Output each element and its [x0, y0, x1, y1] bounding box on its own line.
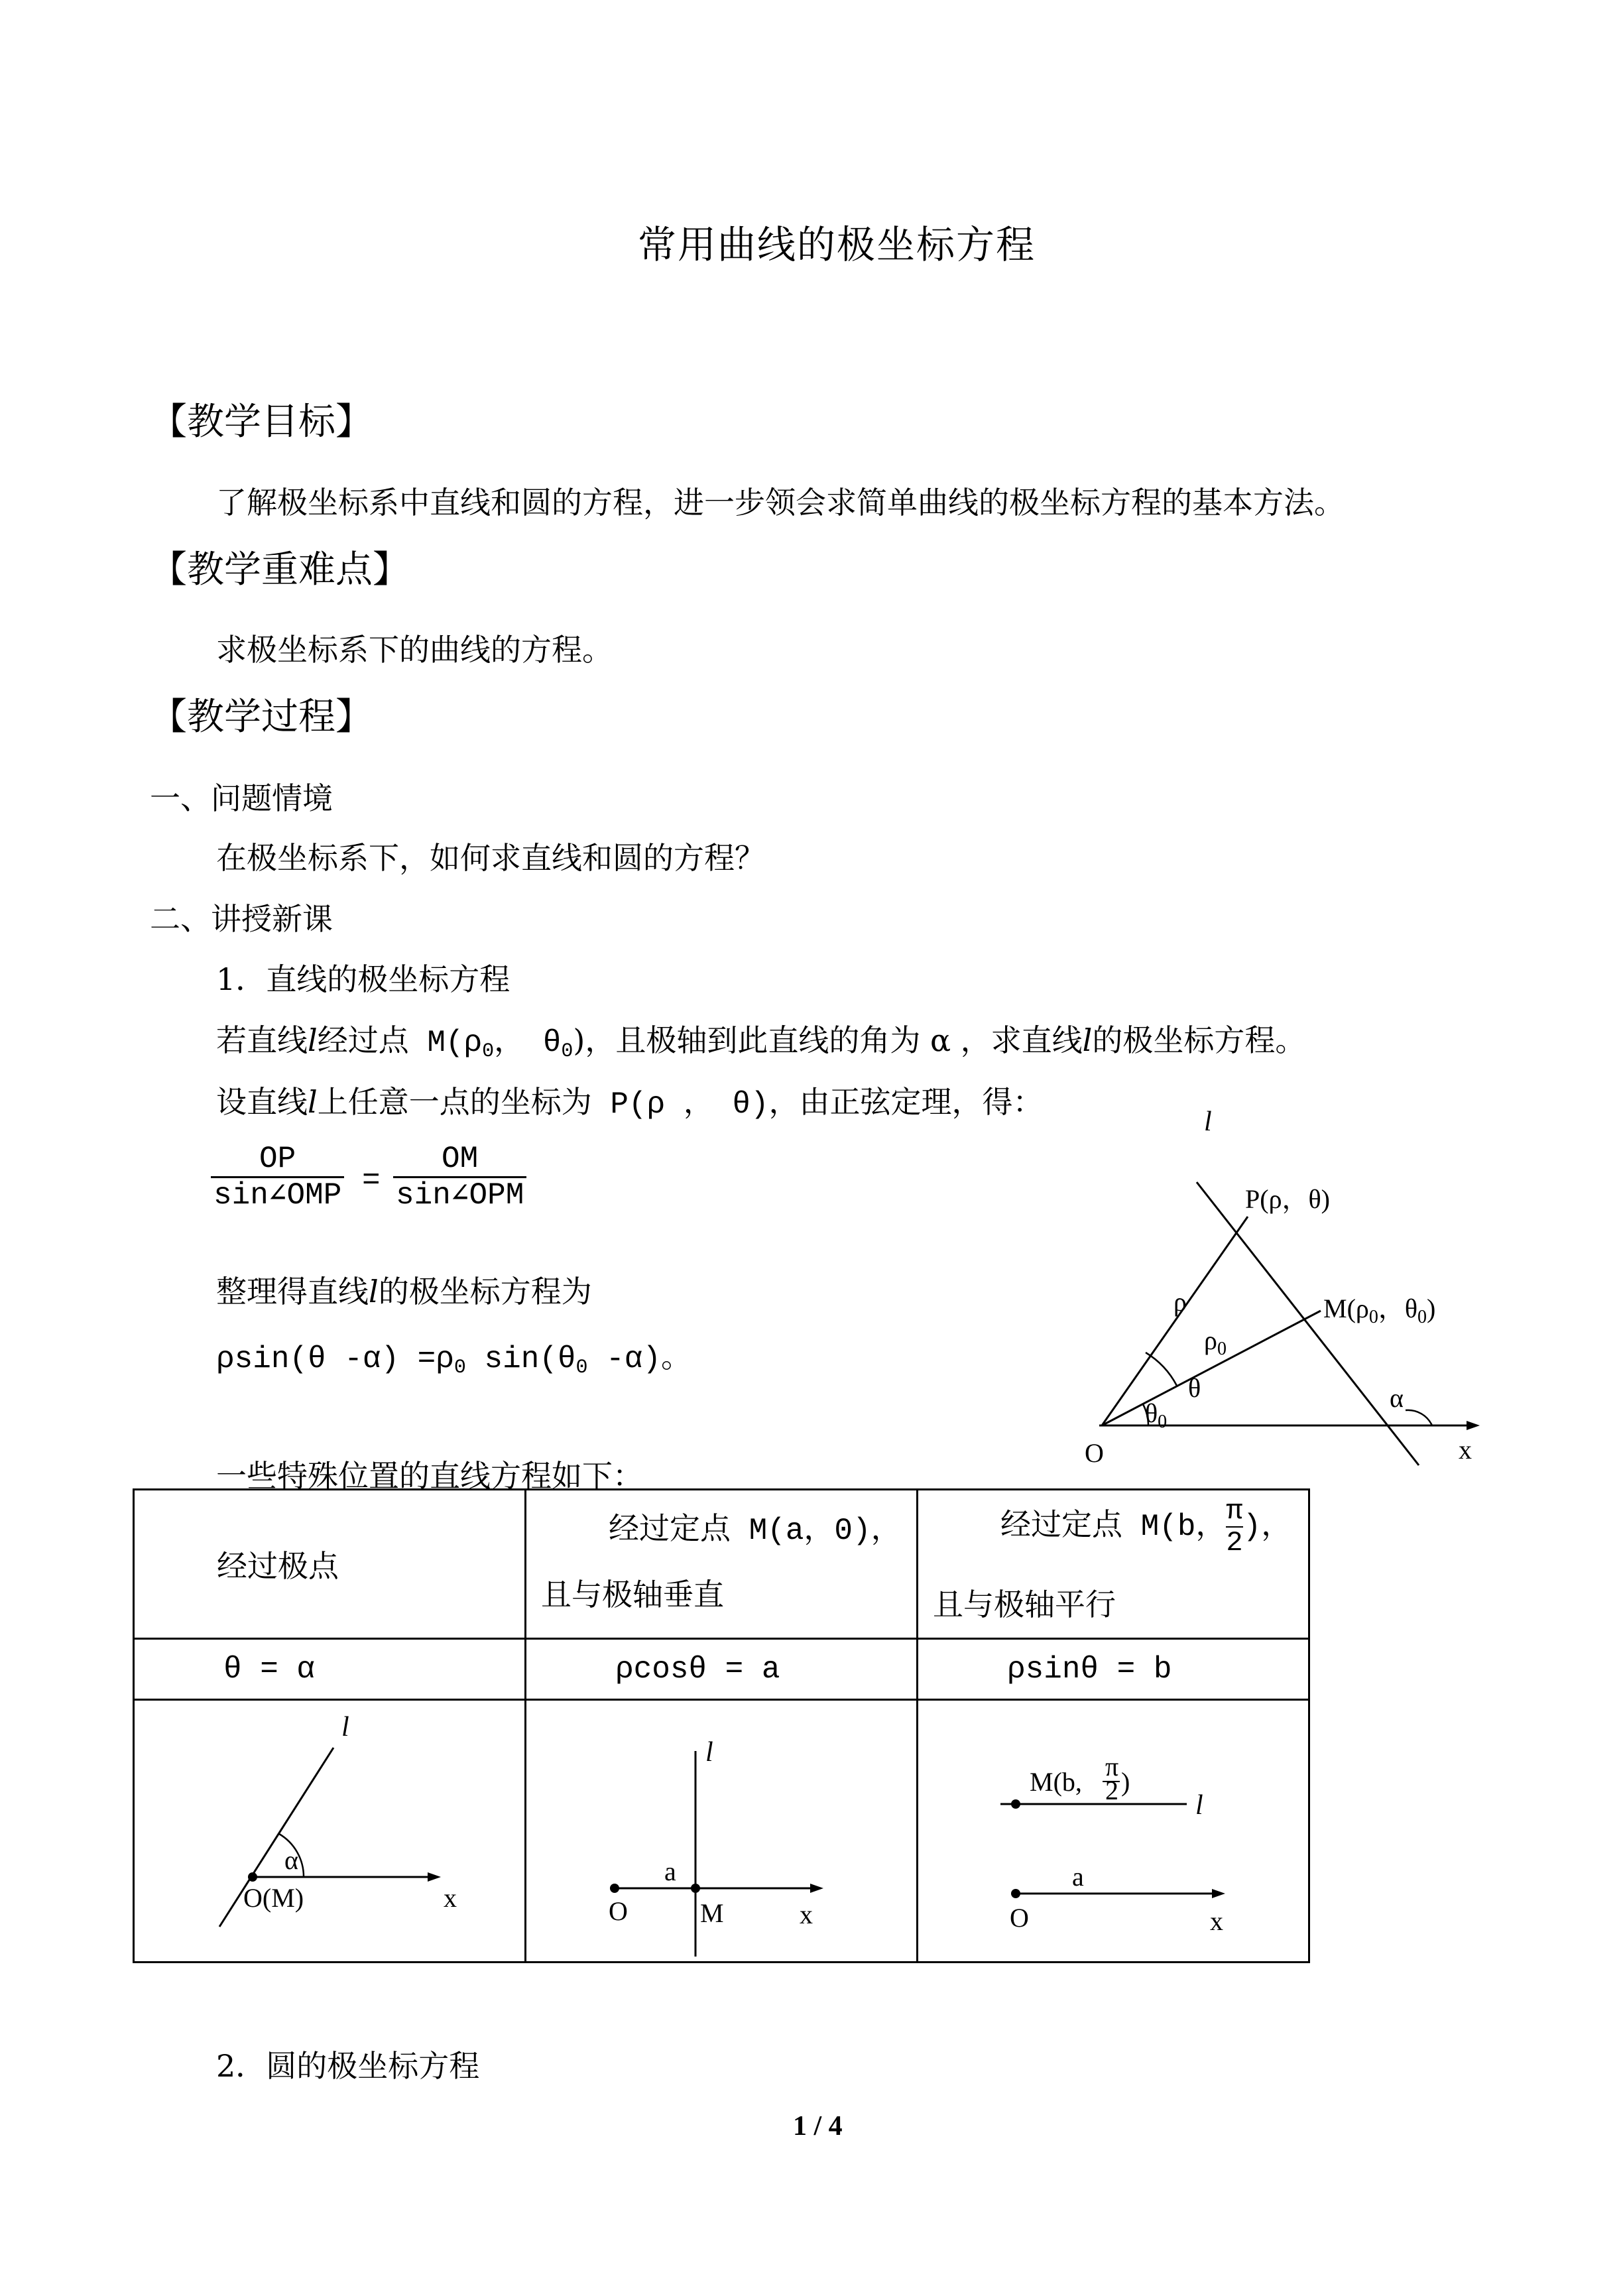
label-alpha: α	[1390, 1383, 1404, 1413]
line-l-symbol: l	[1082, 1022, 1093, 1058]
special-lines-table	[133, 1488, 1310, 1963]
equals-sign: =	[362, 1164, 381, 1198]
text-seg: 整理得直线	[216, 1274, 369, 1309]
header-perpendicular-a: 经过定点 M(a，0)，	[609, 1514, 902, 1548]
text-seg: 上任意一点的坐标为 P(ρ ， θ)，由正弦定理，得：	[317, 1087, 1044, 1122]
text-seg: 设直线	[216, 1084, 308, 1120]
point-m	[1011, 1799, 1020, 1809]
label-rho0	[1204, 1325, 1227, 1359]
label-m-text: M(ρ	[1323, 1294, 1369, 1323]
subscript: 0	[575, 1357, 588, 1379]
polar-line-diagram	[1074, 1097, 1512, 1482]
figure-parallel	[918, 1701, 1308, 1961]
text-seg: 经过点 M(ρ	[317, 1026, 483, 1060]
sub1-heading: 1．直线的极坐标方程	[216, 961, 511, 997]
page-number: 1 / 4	[793, 2111, 843, 2142]
subscript: 0	[1417, 1307, 1427, 1327]
label-two: 2	[1105, 1775, 1118, 1805]
key-text: 求极坐标系下的曲线的方程。	[216, 632, 613, 668]
label-l: l	[341, 1711, 349, 1742]
part1-heading: 一、问题情境	[150, 780, 333, 816]
pole-point	[1011, 1889, 1020, 1898]
table-row	[134, 1700, 1309, 1963]
pi-over-two	[1226, 1496, 1242, 1558]
table-cell	[918, 1700, 1309, 1963]
figure-through-pole	[135, 1701, 524, 1961]
key-heading: 【教学重难点】	[150, 548, 410, 591]
subscript: 0	[1158, 1412, 1168, 1432]
line-assumption-text	[216, 1078, 1044, 1122]
label-a: a	[1072, 1861, 1084, 1892]
header-perpendicular-b: 且与极轴垂直	[541, 1577, 724, 1612]
fraction-numerator: OM	[442, 1142, 479, 1176]
label-close: )	[1121, 1766, 1130, 1797]
table-cell	[918, 1490, 1309, 1639]
axis-arrow-icon	[428, 1872, 441, 1882]
text-seg: sin(θ	[465, 1342, 576, 1376]
part2-heading: 二、讲授新课	[150, 901, 333, 937]
goals-text: 了解极坐标系中直线和圆的方程，进一步领会求简单曲线的极坐标方程的基本方法。	[216, 485, 1345, 520]
label-l: l	[1204, 1107, 1212, 1137]
table-cell	[134, 1490, 526, 1639]
label-a: a	[664, 1856, 676, 1886]
subscript: 0	[482, 1040, 495, 1063]
fraction-op	[211, 1142, 344, 1213]
label-l: l	[1195, 1789, 1203, 1821]
axis-arrow-icon	[1212, 1889, 1225, 1898]
sub2-heading: 2．圆的极坐标方程	[216, 2048, 480, 2084]
fraction-denominator: sin∠OMP	[211, 1176, 344, 1213]
point-m	[691, 1884, 700, 1893]
angle-alpha-arc	[1406, 1410, 1432, 1425]
line-l-symbol: l	[369, 1274, 379, 1309]
text-seg: 的极坐标方程。	[1092, 1022, 1306, 1058]
text-seg: -α)。	[587, 1342, 691, 1376]
equation-theta-alpha: θ = α	[223, 1652, 316, 1687]
axis-arrow-icon	[1467, 1421, 1480, 1430]
label-rho: ρ	[1173, 1287, 1187, 1317]
figure-perpendicular	[526, 1701, 916, 1961]
label-o-m: O(M)	[243, 1882, 304, 1913]
subscript: 0	[453, 1357, 466, 1379]
label-x: x	[1210, 1905, 1223, 1936]
table-row	[134, 1490, 1309, 1639]
text-seg: )，且极轴到此直线的角为 α ，求直线	[573, 1022, 1083, 1058]
label-m: M(b,	[1030, 1766, 1082, 1797]
equation-rho-cos: ρcosθ = a	[615, 1652, 780, 1687]
label-theta0	[1145, 1398, 1167, 1432]
label-m-text: )	[1427, 1294, 1436, 1323]
pole-point	[610, 1884, 619, 1893]
label-x: x	[444, 1882, 457, 1913]
axis-arrow-icon	[810, 1884, 823, 1893]
process-heading: 【教学过程】	[150, 695, 373, 739]
header-parallel-b: 且与极轴平行	[933, 1587, 1116, 1622]
line-result-text	[216, 1268, 592, 1311]
part1-text: 在极坐标系下，如何求直线和圆的方程？	[216, 840, 765, 876]
line-l-symbol: l	[308, 1084, 318, 1120]
special-intro: 一些特殊位置的直线方程如下：	[216, 1458, 643, 1494]
label-o: O	[1010, 1902, 1029, 1933]
fraction-denominator: sin∠OPM	[393, 1176, 526, 1213]
header-through-pole: 经过极点	[217, 1548, 339, 1584]
subscript: 0	[1368, 1307, 1378, 1327]
segment-op	[1102, 1217, 1248, 1425]
table-cell	[134, 1639, 526, 1700]
label-o: O	[609, 1896, 628, 1926]
table-cell	[526, 1639, 918, 1700]
text-seg: 若直线	[216, 1022, 308, 1058]
text-seg: )，	[1242, 1510, 1292, 1545]
label-theta: θ	[1188, 1373, 1201, 1403]
fraction-numerator: OP	[259, 1142, 296, 1176]
label-m: M	[700, 1898, 724, 1928]
header-parallel-a	[918, 1496, 1308, 1558]
text-seg: 经过定点 M(b，	[1000, 1510, 1227, 1545]
equation-rho-sin: ρsinθ = b	[1007, 1652, 1172, 1687]
table-row	[134, 1639, 1309, 1700]
label-o: O	[1085, 1438, 1104, 1468]
page-title: 常用曲线的极坐标方程	[638, 222, 1036, 267]
label-p: P(ρ，θ)	[1245, 1184, 1331, 1214]
label-x: x	[800, 1899, 813, 1929]
label-m	[1323, 1294, 1435, 1327]
label-alpha: α	[284, 1844, 298, 1875]
text-seg: 的极坐标方程为	[378, 1274, 592, 1309]
label-rho0-text: ρ	[1204, 1325, 1217, 1355]
pole-point	[248, 1872, 257, 1882]
fraction-om	[393, 1142, 526, 1213]
line-definition-text	[216, 1016, 1305, 1063]
text-seg: ， θ	[494, 1026, 562, 1060]
table-cell	[134, 1700, 526, 1963]
table-cell	[526, 1490, 918, 1639]
subscript: 0	[1217, 1339, 1227, 1359]
subscript: 0	[561, 1040, 573, 1063]
label-theta0-text: θ	[1145, 1398, 1158, 1428]
table-cell	[526, 1700, 918, 1963]
line-l	[1197, 1182, 1419, 1465]
line-polar-equation	[216, 1333, 691, 1379]
label-pi: π	[1105, 1751, 1119, 1782]
text-seg: ρsin(θ -α) =ρ	[216, 1342, 454, 1376]
label-m-text: ，θ	[1378, 1294, 1418, 1323]
label-x: x	[1459, 1435, 1472, 1465]
fraction-numerator: π	[1226, 1495, 1243, 1527]
goals-heading: 【教学目标】	[150, 400, 373, 444]
label-l: l	[705, 1736, 713, 1768]
fraction-denominator: 2	[1226, 1527, 1243, 1559]
table-cell	[918, 1639, 1309, 1700]
line-l-symbol: l	[308, 1022, 318, 1058]
